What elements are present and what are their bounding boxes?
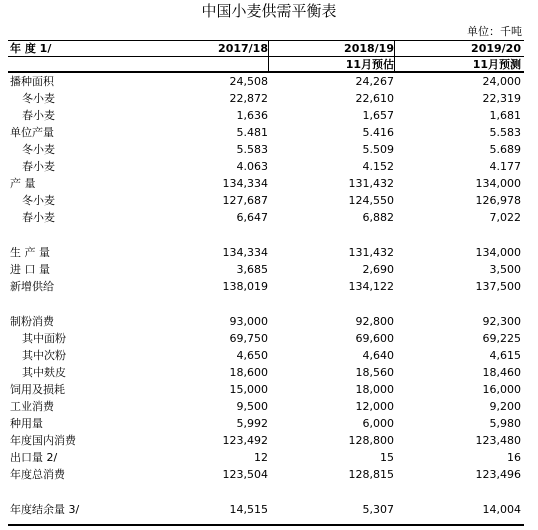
value-2019-20: 3,500 [489, 263, 521, 276]
unit-label: 单位：千吨 [467, 25, 522, 38]
value-2017-18: 123,492 [222, 434, 268, 447]
value-2019-20: 126,978 [475, 194, 521, 207]
page-title: 中国小麦供需平衡表 [201, 2, 337, 20]
table-row [8, 466, 524, 483]
row-label: 出口量 2/ [10, 451, 58, 464]
table-row [8, 175, 524, 192]
table-row [8, 364, 524, 381]
value-2018-19: 128,815 [348, 468, 394, 481]
table-row [8, 141, 524, 158]
value-2017-18: 4.063 [236, 160, 268, 173]
table-row [8, 415, 524, 432]
column-divider [268, 40, 269, 72]
value-2018-19: 15 [380, 451, 394, 464]
value-2017-18: 127,687 [222, 194, 268, 207]
value-2018-19: 18,560 [355, 366, 394, 379]
value-2017-18: 3,685 [236, 263, 268, 276]
value-2018-19: 131,432 [348, 246, 394, 259]
row-label: 播种面积 [10, 75, 54, 88]
value-2018-19: 12,000 [355, 400, 394, 413]
value-2017-18: 69,750 [229, 332, 268, 345]
value-2019-20: 1,681 [489, 109, 521, 122]
table-bottom-rule [8, 524, 524, 526]
value-2017-18: 6,647 [236, 211, 268, 224]
row-label: 年度结余量 3/ [10, 503, 80, 516]
value-2017-18: 4,650 [236, 349, 268, 362]
value-2019-20: 92,300 [482, 315, 521, 328]
value-2018-19: 4,640 [362, 349, 394, 362]
table-row [8, 244, 524, 261]
header-row [8, 40, 524, 57]
value-2018-19: 6,882 [362, 211, 394, 224]
value-2019-20: 14,004 [482, 503, 521, 516]
row-label: 其中次粉 [22, 349, 66, 362]
header-col-2019-20: 2019/20 [471, 42, 521, 55]
value-2018-19: 5.416 [362, 126, 394, 139]
value-2019-20: 5,980 [489, 417, 521, 430]
value-2018-19: 134,122 [348, 280, 394, 293]
table-row [8, 124, 524, 141]
row-label: 新增供给 [10, 280, 54, 293]
table-row [8, 501, 524, 518]
header-year-label: 年 度 1/ [10, 42, 52, 55]
table-row [8, 261, 524, 278]
value-2019-20: 5.583 [489, 126, 521, 139]
value-2017-18: 22,872 [229, 92, 268, 105]
table-row [8, 107, 524, 124]
row-label: 春小麦 [22, 211, 55, 224]
value-2019-20: 16 [507, 451, 521, 464]
table-row [8, 158, 524, 175]
value-2017-18: 93,000 [229, 315, 268, 328]
value-2019-20: 16,000 [482, 383, 521, 396]
value-2019-20: 134,000 [475, 246, 521, 259]
value-2018-19: 92,800 [355, 315, 394, 328]
value-2019-20: 9,200 [489, 400, 521, 413]
value-2018-19: 4.152 [362, 160, 394, 173]
value-2019-20: 7,022 [489, 211, 521, 224]
value-2017-18: 134,334 [222, 177, 268, 190]
value-2018-19: 2,690 [362, 263, 394, 276]
table-row [8, 209, 524, 226]
row-label: 冬小麦 [22, 92, 55, 105]
value-2019-20: 24,000 [482, 75, 521, 88]
row-label: 饲用及损耗 [10, 383, 65, 396]
value-2018-19: 131,432 [348, 177, 394, 190]
row-label: 春小麦 [22, 160, 55, 173]
row-label: 种用量 [10, 417, 43, 430]
row-label: 生 产 量 [10, 246, 50, 259]
table-row [8, 73, 524, 90]
value-2019-20: 4,615 [489, 349, 521, 362]
header-col-2017-18: 2017/18 [218, 42, 268, 55]
row-label: 春小麦 [22, 109, 55, 122]
row-label: 年度国内消费 [10, 434, 76, 447]
value-2019-20: 123,480 [475, 434, 521, 447]
value-2017-18: 14,515 [229, 503, 268, 516]
value-2019-20: 69,225 [482, 332, 521, 345]
value-2018-19: 128,800 [348, 434, 394, 447]
table-row [8, 381, 524, 398]
row-label: 工业消费 [10, 400, 54, 413]
value-2017-18: 5.481 [236, 126, 268, 139]
value-2018-19: 5,307 [362, 503, 394, 516]
value-2017-18: 138,019 [222, 280, 268, 293]
table-row [8, 192, 524, 209]
value-2019-20: 4.177 [489, 160, 521, 173]
value-2019-20: 134,000 [475, 177, 521, 190]
row-label: 年度总消费 [10, 468, 65, 481]
header-sub-estimate: 11月预估 [345, 58, 394, 71]
value-2019-20: 18,460 [482, 366, 521, 379]
value-2018-19: 22,610 [355, 92, 394, 105]
value-2018-19: 18,000 [355, 383, 394, 396]
value-2019-20: 5.689 [489, 143, 521, 156]
value-2018-19: 24,267 [355, 75, 394, 88]
row-label: 其中麸皮 [22, 366, 66, 379]
value-2018-19: 5.509 [362, 143, 394, 156]
value-2018-19: 6,000 [362, 417, 394, 430]
value-2019-20: 22,319 [482, 92, 521, 105]
value-2018-19: 1,657 [362, 109, 394, 122]
value-2019-20: 123,496 [475, 468, 521, 481]
value-2017-18: 123,504 [222, 468, 268, 481]
row-label: 冬小麦 [22, 143, 55, 156]
row-label: 其中面粉 [22, 332, 66, 345]
value-2019-20: 137,500 [475, 280, 521, 293]
value-2017-18: 9,500 [236, 400, 268, 413]
row-label: 产 量 [10, 177, 36, 190]
value-2018-19: 124,550 [348, 194, 394, 207]
row-label: 冬小麦 [22, 194, 55, 207]
value-2017-18: 15,000 [229, 383, 268, 396]
value-2017-18: 1,636 [236, 109, 268, 122]
table-row [8, 347, 524, 364]
row-label: 进 口 量 [10, 263, 50, 276]
table-row [8, 90, 524, 107]
table-row [8, 432, 524, 449]
value-2017-18: 24,508 [229, 75, 268, 88]
value-2017-18: 134,334 [222, 246, 268, 259]
table-row [8, 398, 524, 415]
table-row [8, 330, 524, 347]
column-divider [394, 40, 395, 72]
value-2017-18: 18,600 [229, 366, 268, 379]
header-col-2018-19: 2018/19 [344, 42, 394, 55]
value-2017-18: 12 [254, 451, 268, 464]
table-row [8, 278, 524, 295]
table-row [8, 313, 524, 330]
row-label: 制粉消费 [10, 315, 54, 328]
row-label: 单位产量 [10, 126, 54, 139]
table-row [8, 449, 524, 466]
header-sub-forecast: 11月预测 [472, 58, 521, 71]
value-2017-18: 5,992 [236, 417, 268, 430]
value-2017-18: 5.583 [236, 143, 268, 156]
value-2018-19: 69,600 [355, 332, 394, 345]
